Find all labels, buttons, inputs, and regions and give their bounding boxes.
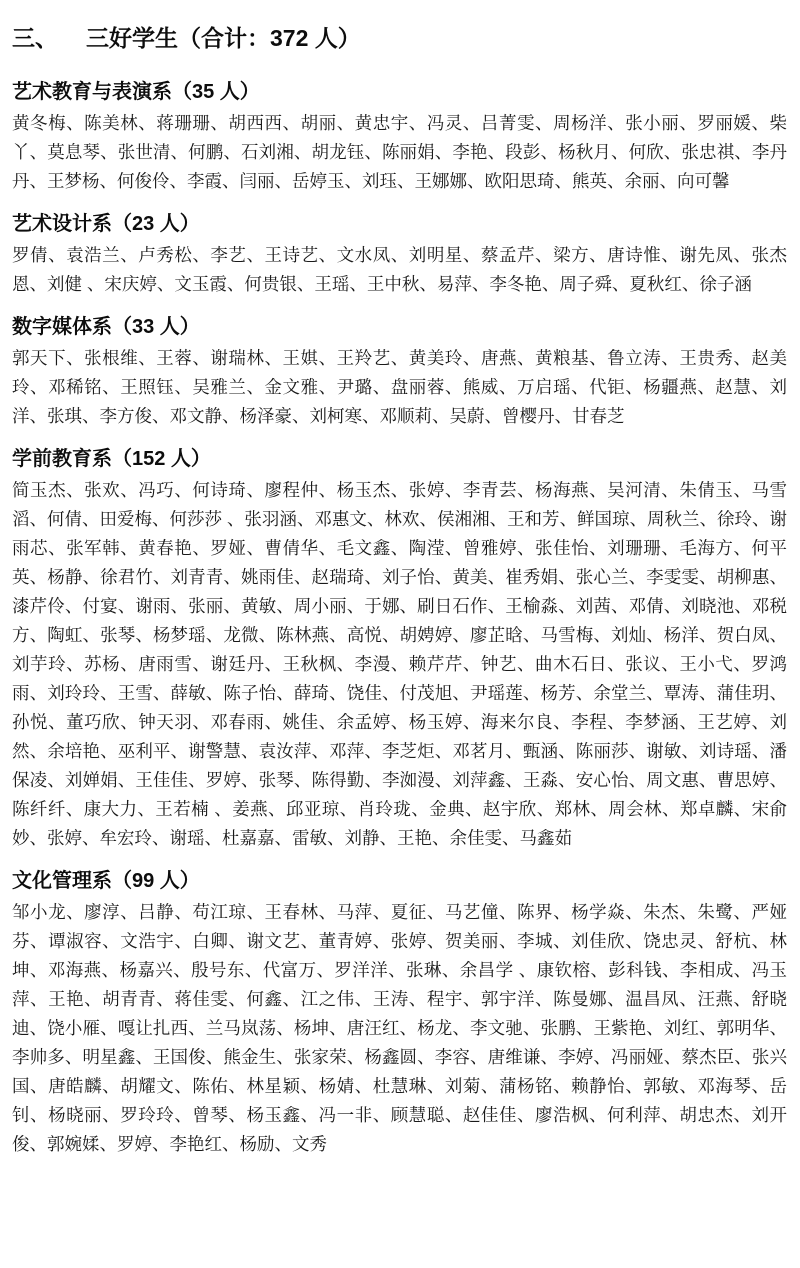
section-names-culture-management: 邹小龙、廖淳、吕静、苟江琼、王春林、马萍、夏征、马艺僮、陈界、杨学焱、朱杰、朱鹭、严娅芬、谭淑容、文浩宇、白卿、谢文艺、董青婷、张婷、贺美丽、李城、刘佳欣、饶忠灵、舒杭、林坤、邓海燕、杨嘉兴、殷号东、代富万、罗洋洋、张琳、余昌学 、康钦榕、彭科钱、李相成、冯玉萍、王艳、胡青青、蒋佳雯、何鑫、江之伟、王涛、程宇、郭宇洋、陈曼娜、温昌凤、汪燕、舒晓迪、饶小雁、嘎让扎西、兰马岚荡、杨坤、唐汪红、杨龙、李文驰、张鹏、王紫艳、刘红、郭明华、李帅多、明星鑫、王国俊、熊金生、张家荣、杨鑫圆、李容、唐维谦、李婷、冯丽娅、蔡杰臣、张兴国、唐皓麟、胡耀文、陈佑、林星颖、杨婧、杜慧琳、刘菊、蒲杨铭、赖静怡、郭敏、邓海琴、岳钊、杨晓丽、罗玲玲、曾琴、杨玉鑫、冯一非、顾慧聪、赵佳佳、廖浩枫、何利萍、胡忠杰、刘开俊、郭婉媃、罗婷、李艳红、杨励、文秀 — [12, 902, 787, 1154]
section-names-art-design: 罗倩、袁浩兰、卢秀松、李艺、王诗艺、文水凤、刘明星、蔡孟芹、梁方、唐诗惟、谢先凤、张杰恩、刘健 、宋庆婷、文玉霞、何贵银、王瑶、王中秋、易萍、李冬艳、周子舜、夏秋红、徐子涵 — [12, 245, 787, 294]
section-header-digital-media: 数字媒体系（33 人） — [12, 316, 200, 338]
section-names-preschool-education: 简玉杰、张欢、冯巧、何诗琦、廖程仲、杨玉杰、张婷、李青芸、杨海燕、吴河清、朱倩玉、马雪滔、何倩、田爱梅、何莎莎 、张羽涵、邓惠文、林欢、侯湘湘、王和芳、鲜国琼、周秋兰、徐玲、谢雨芯、张军韩、黄春艳、罗娅、曹倩华、毛文鑫、陶滢、曾雅婷、张佳怡、刘珊珊、毛海方、何平英、杨静、徐君竹、刘青青、姚雨佳、赵瑞琦、刘子怡、黄美、崔秀娟、张心兰、李雯雯、胡柳惠、漆芹伶、付宴、谢雨、张丽、黄敏、周小丽、于娜、刷日石作、王榆淼、刘茜、邓倩、刘晓池、邓税方、陶虹、张琴、杨梦瑶、龙微、陈林燕、高悦、胡娉婷、廖芷晗、马雪梅、刘灿、杨洋、贺白凤、刘芋玲、苏杨、唐雨雪、谢廷丹、王秋枫、李漫、赖芹芹、钟艺、曲木石日、张议、王小弋、罗鸿雨、刘玲玲、王雪、薛敏、陈子怡、薛琦、饶佳、付茂旭、尹瑶莲、杨芳、余堂兰、覃涛、蒲佳玥、孙悦、董巧欣、钟天羽、邓春雨、姚佳、余孟婷、杨玉婷、海来尔良、李程、李梦涵、王艺婷、刘然、余培艳、巫利平、谢警慧、袁汝萍、邓萍、李芝炬、邓茗月、甄涵、陈丽莎、谢敏、刘诗瑶、潘保凌、刘婵娟、王佳佳、罗婷、张琴、陈得勤、李洳漫、刘萍鑫、王淼、安心怡、周文惠、曹思婷、陈纤纤、康大力、王若楠 、姜燕、邱亚琼、肖玲珑、金典、赵宇欣、郑林、周会林、郑卓麟、宋俞妙、张婷、牟宏玲、谢瑶、杜嘉嘉、雷敏、刘静、王艳、余佳雯、马鑫茹 — [12, 480, 787, 848]
section-names-art-education: 黄冬梅、陈美林、蒋珊珊、胡西西、胡丽、黄忠宇、冯灵、吕菁雯、周杨洋、张小丽、罗丽媛、柴丫、莫息琴、张世清、何鹏、石刘湘、胡龙钰、陈丽娟、李艳、段彭、杨秋月、何欣、张忠祺、李丹丹、王梦杨、何俊伶、李霞、闫丽、岳婷玉、刘珏、王娜娜、欧阳思琦、熊英、余丽、向可馨 — [12, 113, 787, 191]
section-header-art-design: 艺术设计系（23 人） — [12, 213, 200, 235]
page-title — [12, 20, 787, 53]
page-title-text: 三好学生（合计：372 人） — [86, 25, 361, 51]
page-title-number: 三、 — [12, 25, 58, 51]
section-header-culture-management: 文化管理系（99 人） — [12, 870, 200, 892]
section-names-digital-media: 郭天下、张根维、王蓉、谢瑞林、王娸、王羚艺、黄美玲、唐燕、黄粮基、鲁立涛、王贵秀、赵美玲、邓稀铭、王照钰、吴雅兰、金文雅、尹璐、盘丽蓉、熊威、万启瑶、代钜、杨疆燕、赵慧、刘洋、张琪、李方俊、邓文静、杨泽豪、刘柯寒、邓顺莉、吴蔚、曾樱丹、甘春芝 — [12, 348, 787, 426]
section-header-preschool-education: 学前教育系（152 人） — [12, 448, 211, 470]
section-header-art-education: 艺术教育与表演系（35 人） — [12, 81, 260, 103]
